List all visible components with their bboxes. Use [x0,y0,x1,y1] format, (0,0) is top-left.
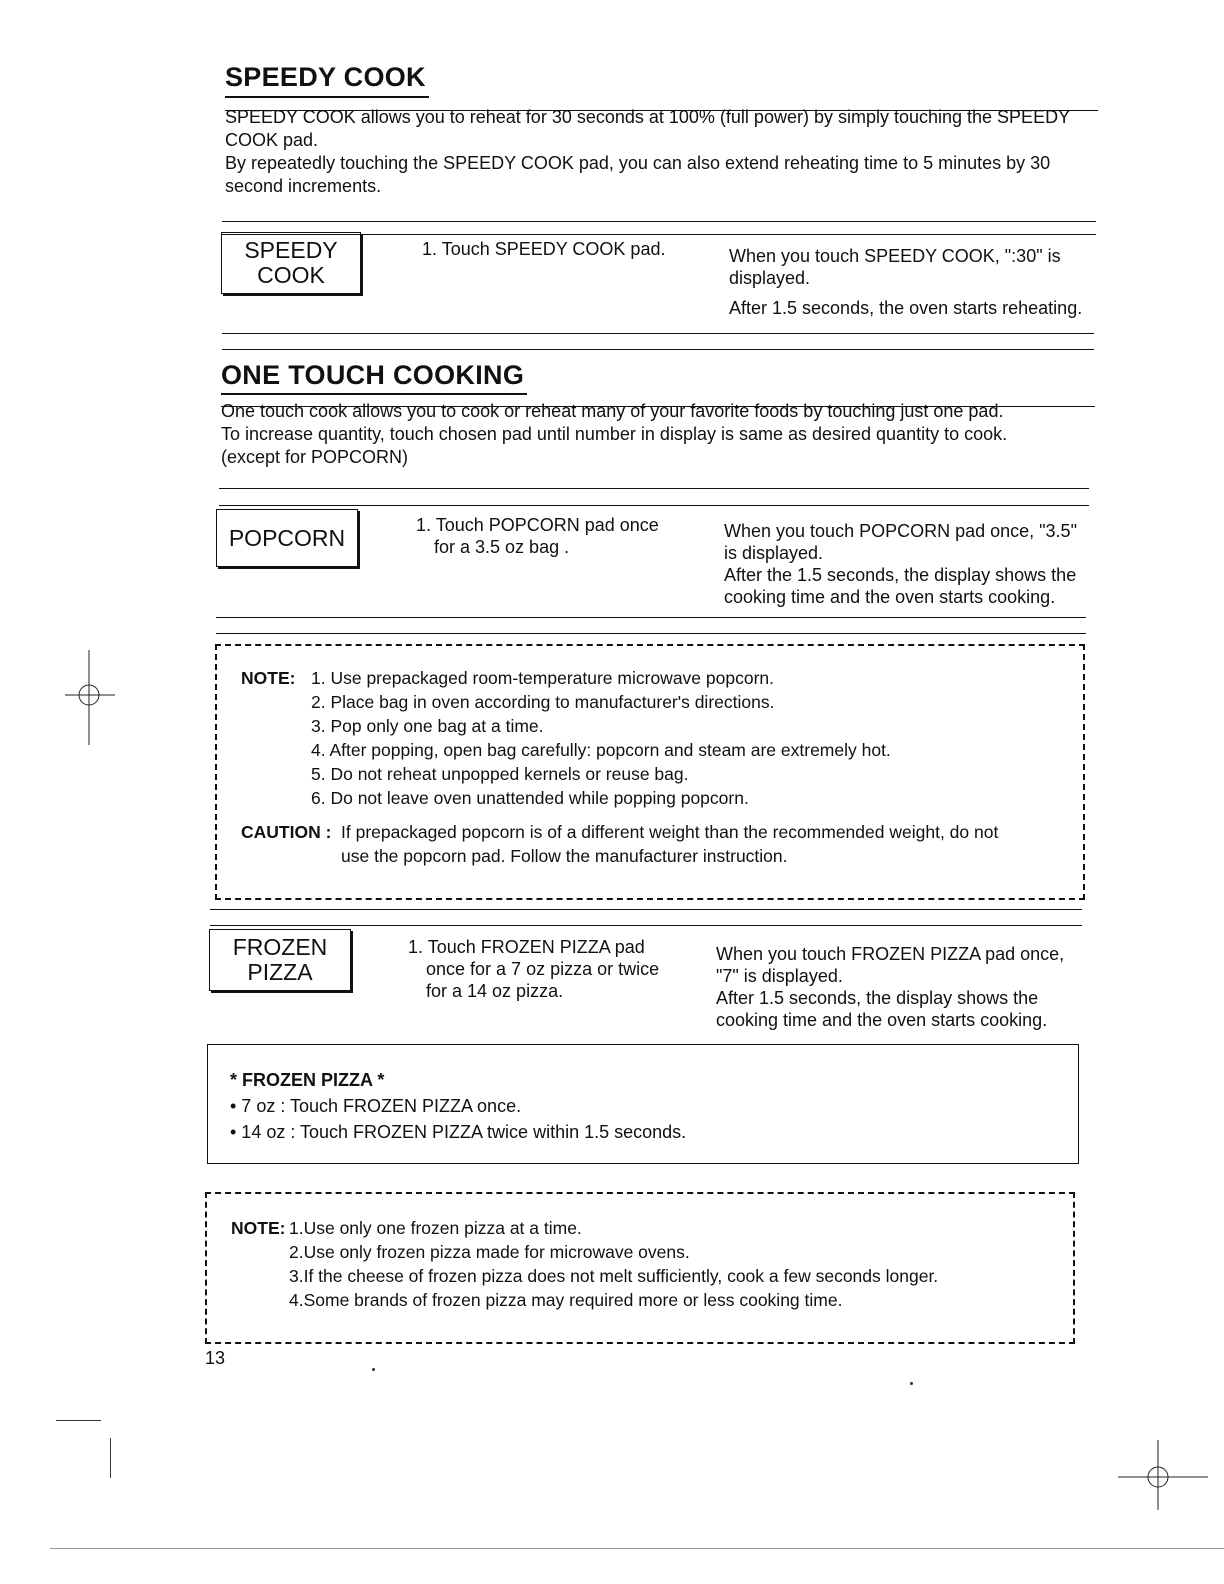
pad-label: POPCORN [228,524,346,551]
pizza-step-line-2: once for a 7 oz pizza or twice [426,959,660,979]
popcorn-desc-1: When you touch POPCORN pad once, "3.5" is displayed. [724,521,1077,563]
caution-line-2: use the popcorn pad. Follow the manufacturer instruction. [341,846,788,866]
one-touch-paragraph-2: To increase quantity, touch chosen pad until number in display is same as desired quantity to cook. [221,424,1008,444]
one-touch-heading: ONE TOUCH COOKING [221,360,525,390]
crop-mark [50,1548,1224,1549]
speedy-cook-paragraph-1: SPEEDY COOK allows you to reheat for 30 seconds at 100% (full power) by simply touching the SPEEDY COOK pad. [225,107,1070,150]
pizza-step-line-3: for a 14 oz pizza. [426,981,564,1001]
popcorn-step-line-2: for a 3.5 oz bag . [434,537,570,557]
speck [372,1368,375,1371]
note-item: 3.If the cheese of frozen pizza does not melt sufficiently, cook a few seconds longer. [289,1266,939,1286]
registration-mark-icon [1118,1440,1208,1510]
divider [210,909,1082,910]
speedy-cook-step: 1. Touch SPEEDY COOK pad. [422,239,666,259]
divider [222,349,1094,350]
note-item: 3. Pop only one bag at a time. [311,716,544,736]
divider [219,488,1089,489]
popcorn-step-line-1: 1. Touch POPCORN pad once [416,515,659,535]
popcorn-desc-2: After the 1.5 seconds, the display shows the cooking time and the oven starts cooking. [724,565,1077,607]
note-item: 5. Do not reheat unpopped kernels or reuse bag. [311,764,689,784]
pad-label-line-2: COOK [257,262,325,288]
divider [222,333,1094,334]
divider [216,633,1086,634]
caution-label: CAUTION : [241,822,332,842]
one-touch-intro [221,400,1101,469]
popcorn-note-box [215,644,1085,900]
popcorn-step [416,514,659,558]
frozen-pizza-info-box [207,1044,1079,1164]
note-item: 1.Use only one frozen pizza at a time. [289,1218,582,1238]
info-box-item: • 7 oz : Touch FROZEN PIZZA once. [230,1096,522,1116]
pad-label-line-1: SPEEDY [244,237,338,263]
crop-mark [56,1420,101,1421]
note-label: NOTE: [241,668,296,688]
heading-underline [221,393,527,395]
divider [216,617,1086,618]
caution-line-1: If prepackaged popcorn is of a different weight than the recommended weight, do not [341,822,999,842]
one-touch-paragraph-1: One touch cook allows you to cook or reheat many of your favorite foods by touching just one pad. [221,401,1004,421]
note-item: 2. Place bag in oven according to manufacturer's directions. [311,692,775,712]
pizza-desc-2: After 1.5 seconds, the display shows the cooking time and the oven starts cooking. [716,988,1048,1030]
pizza-note-box [205,1192,1075,1344]
frozen-pizza-step [408,936,659,1002]
popcorn-description [724,520,1092,608]
info-box-item: • 14 oz : Touch FROZEN PIZZA twice within 1.5 seconds. [230,1122,687,1142]
divider [210,925,1082,926]
note-item: 4. After popping, open bag carefully: popcorn and steam are extremely hot. [311,740,891,760]
speedy-cook-desc-1: When you touch SPEEDY COOK, ":30" is displayed. [729,246,1061,288]
divider [219,505,1089,506]
one-touch-paragraph-3: (except for POPCORN) [221,447,409,467]
info-box-title: * FROZEN PIZZA * [230,1070,385,1090]
note-label: NOTE: [231,1218,286,1238]
speedy-cook-intro [225,106,1105,198]
note-item: 2.Use only frozen pizza made for microwave ovens. [289,1242,690,1262]
speedy-cook-heading: SPEEDY COOK [225,62,426,92]
pizza-desc-1: When you touch FROZEN PIZZA pad once, "7" is displayed. [716,944,1065,986]
page-number: 13 [205,1348,226,1368]
note-item: 1. Use prepackaged room-temperature microwave popcorn. [311,668,774,688]
speedy-cook-pad [221,232,361,294]
pad-label-line-1: FROZEN [232,934,328,960]
note-item: 4.Some brands of frozen pizza may required more or less cooking time. [289,1290,843,1310]
speedy-cook-description [729,245,1089,319]
frozen-pizza-description [716,943,1088,1031]
note-item: 6. Do not leave oven unattended while popping popcorn. [311,788,749,808]
pad-label-line-2: PIZZA [247,959,313,985]
speedy-cook-paragraph-2: By repeatedly touching the SPEEDY COOK pad, you can also extend reheating time to 5 minutes by 30 second increments. [225,153,1051,196]
pizza-step-line-1: 1. Touch FROZEN PIZZA pad [408,937,645,957]
divider [222,221,1096,222]
crop-mark [110,1438,111,1478]
frozen-pizza-pad [209,929,351,991]
speck [910,1382,913,1385]
speedy-cook-desc-2: After 1.5 seconds, the oven starts reheating. [729,298,1083,318]
heading-underline [225,96,429,98]
popcorn-pad [216,509,358,567]
registration-mark-icon [60,650,120,745]
